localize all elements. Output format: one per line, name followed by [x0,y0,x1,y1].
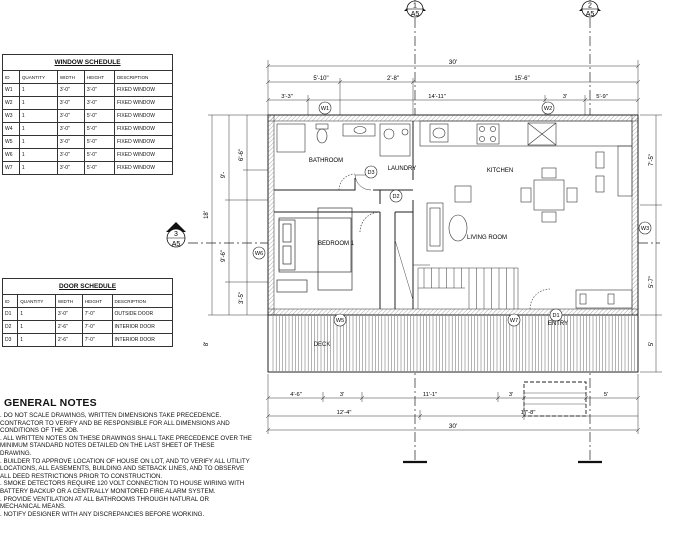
general-note-line: . NOTIFY DESIGNER WITH ANY DISCREPANCIES BEFORE WORKING. [0,510,205,518]
dim-bottom-detail-5: 5' [603,392,609,398]
window-schedule-cell: W6 [3,149,20,162]
section-marker-2-sheet: A5 [585,11,595,18]
door-tag-d2: D2 [392,194,400,200]
general-note-line: MINIMUM STANDARD NOTES DETAILED ON THE LAST SHEET OF THESE [0,442,215,450]
window-tag-w7: W7 [509,318,519,324]
general-note-line: . SMOKE DETECTORS REQUIRE 120 VOLT CONNECTION TO HOUSE WIRING WITH [0,480,245,488]
section-marker-3-num: 3 [174,231,178,238]
left-dimensions [208,115,268,315]
window-schedule-cell: 3'-0" [57,136,84,149]
window-schedule-header-4: DESCRIPTION [114,71,172,84]
door-schedule-cell: 7'-0" [82,334,112,347]
dim-bottom-detail-2: 3' [339,392,345,398]
door-schedule-title: DOOR SCHEDULE [3,279,173,295]
dim-left-seg-3: 3'-5" [239,292,245,304]
window-schedule-cell: FIXED WINDOW [114,123,172,136]
window-schedule-cell: 1 [19,162,57,175]
section-marker-2 [579,0,601,18]
general-notes-title: GENERAL NOTES [4,397,97,409]
door-schedule-cell: 1 [18,308,56,321]
general-note-line: . BUILDER TO APPROVE LOCATION OF HOUSE ON LOT, AND TO VERIFY ALL UTILITY [0,457,250,465]
door-schedule-header-3: HEIGHT [82,295,112,308]
dim-top-seg-1: 5'-10" [313,76,329,82]
door-tag-d1: D1 [552,313,560,319]
section-marker-3 [166,222,186,248]
section-marker-1-sheet: A5 [410,11,420,18]
general-note-line: . PROVIDE VENTILATION AT ALL BATHROOMS THROUGH NATURAL OR [0,495,209,503]
window-schedule-header-0: ID [3,71,20,84]
dim-top-detail-1: 3'-3" [281,94,293,100]
section-marker-3-sheet: A5 [171,241,181,248]
dim-top-detail-3: 3' [562,94,568,100]
window-schedule-cell: 3'-0" [57,162,84,175]
room-label-deck: DECK [313,342,331,348]
window-schedule-cell: 5'-0" [84,162,114,175]
dim-bottom-mid-2: 17'-8" [520,410,536,416]
door-schedule-cell: 3'-0" [55,308,82,321]
general-note-line: BATTERY BACKUP OR A CENTRALLY MONITORED FIRE ALARM SYSTEM. [0,487,216,495]
window-schedule-header-1: QUANTITY [19,71,57,84]
door-schedule-cell: 1 [18,334,56,347]
general-note-line: ALL DEED RESTRICTIONS PRIOR TO CONSTRUCTION. [0,472,163,480]
window-schedule-cell: 1 [19,123,57,136]
dim-bottom-overall: 30' [448,423,458,430]
room-label-kitchen: KITCHEN [486,168,514,174]
door-schedule-cell: 2'-6" [55,334,82,347]
door-schedule-header-2: WIDTH [55,295,82,308]
general-note-line: CONDITIONS OF THE JOB. [0,427,79,435]
window-schedule-cell: 5'-0" [84,123,114,136]
window-tag-w3: W3 [640,226,650,232]
dim-bottom-detail-3: 11'-1" [422,392,438,398]
window-schedule-cell: 3'-0" [57,84,84,97]
dim-bottom-detail-4: 3' [508,392,514,398]
dim-right-seg-1: 7'-5" [649,154,655,166]
general-note-line: . DO NOT SCALE DRAWINGS, WRITTEN DIMENSIONS TAKE PRECEDENCE. [0,412,222,419]
window-schedule-cell: W7 [3,162,20,175]
general-note-line: LOCATIONS, ALL EASEMENTS, BUILDING AND SETBACK LINES, AND TO OBSERVE [0,465,245,473]
window-schedule-cell: 1 [19,149,57,162]
door-schedule-header-4: DESCRIPTION [112,295,172,308]
dim-top-detail-2: 14'-11" [428,94,446,100]
door-schedule-cell: INTERIOR DOOR [112,321,172,334]
window-schedule-cell: FIXED WINDOW [114,84,172,97]
window-schedule-cell: 1 [19,110,57,123]
window-tag-w1: W1 [320,106,330,112]
dim-bottom-detail-1: 4'-6" [290,392,302,398]
house-outline [268,115,638,315]
window-schedule-header-2: WIDTH [57,71,84,84]
room-label-living: LIVING ROOM [466,235,508,241]
door-schedule-header-1: QUANTITY [18,295,56,308]
dim-bottom-mid-1: 12'-4" [336,410,352,416]
window-schedule-cell: W4 [3,123,20,136]
dim-left-deck: 8' [204,341,210,347]
room-label-bathroom: BATHROOM [308,158,344,164]
window-tag-w5: W5 [335,318,345,324]
dim-right-seg-2: 5'-7" [649,276,655,288]
door-schedule-cell: D1 [3,308,18,321]
dim-top-seg-3: 15'-6" [514,76,530,82]
room-label-bedroom: BEDROOM 1 [317,241,355,247]
dim-left-overall: 18' [204,211,210,219]
room-label-laundry: LAUNDRY [387,166,417,172]
section-marker-1 [404,0,426,18]
window-schedule-cell: 5'-0" [84,136,114,149]
window-schedule-cell: 1 [19,97,57,110]
dim-left-seg-2: 9'-6" [221,250,227,262]
window-schedule-cell: FIXED WINDOW [114,136,172,149]
window-schedule-cell: 1 [19,136,57,149]
general-note-line: DRAWING. [0,449,32,457]
window-schedule-cell: W5 [3,136,20,149]
window-schedule-cell: W1 [3,84,20,97]
window-schedule-cell: 1 [19,84,57,97]
door-schedule-cell: 7'-0" [82,321,112,334]
section-marker-1-num: 1 [413,2,417,10]
window-tag-w2: W2 [543,106,553,112]
dim-top-overall: 30' [448,59,458,66]
window-schedule-cell: 3'-0" [84,97,114,110]
window-schedule-cell: 5'-0" [84,110,114,123]
window-schedule-cell: 3'-0" [84,84,114,97]
general-note-line: MECHANICAL MEANS. [0,503,66,511]
window-schedule-cell: W3 [3,110,20,123]
door-schedule-cell: D3 [3,334,18,347]
window-schedule-cell: FIXED WINDOW [114,97,172,110]
window-tag-w6: W6 [254,251,264,257]
dim-top-seg-2: 2'-8" [387,76,399,82]
window-schedule-header-3: HEIGHT [84,71,114,84]
right-dimensions [640,115,662,372]
window-schedule-title: WINDOW SCHEDULE [3,55,173,71]
room-label-entry: ENTRY [547,321,569,327]
section-marker-2-num: 2 [588,2,592,10]
window-schedule-cell: 5'-0" [84,149,114,162]
general-note-line: CONTRACTOR TO VERIFY AND BE RESPONSIBLE FOR ALL DIMENSIONS AND [0,419,230,427]
door-schedule-cell: D2 [3,321,18,334]
dim-top-detail-4: 5'-9" [596,94,608,100]
door-schedule-cell: INTERIOR DOOR [112,334,172,347]
dim-right-seg-3: 5' [649,341,655,347]
window-schedule-cell: 3'-0" [57,149,84,162]
window-schedule-cell: 3'-0" [57,123,84,136]
door-schedule-cell: 1 [18,321,56,334]
window-schedule-cell: FIXED WINDOW [114,110,172,123]
deck [268,315,638,416]
dim-left-seg-1: 9'- [221,171,227,179]
window-schedule-cell: 3'-0" [57,110,84,123]
window-schedule-cell: 3'-0" [57,97,84,110]
window-schedule-cell: FIXED WINDOW [114,149,172,162]
general-note-line: . ALL WRITTEN NOTES ON THESE DRAWINGS SHALL TAKE PRECEDENCE OVER THE [0,434,252,442]
door-schedule-cell: 2'-6" [55,321,82,334]
window-schedule-cell: FIXED WINDOW [114,162,172,175]
door-schedule-header-0: ID [3,295,18,308]
door-schedule-cell: OUTSIDE DOOR [112,308,172,321]
door-schedule-cell: 7'-0" [82,308,112,321]
dim-left-detail-1: 6'-6" [239,149,245,161]
window-schedule-cell: W2 [3,97,20,110]
door-tag-d3: D3 [367,170,375,176]
